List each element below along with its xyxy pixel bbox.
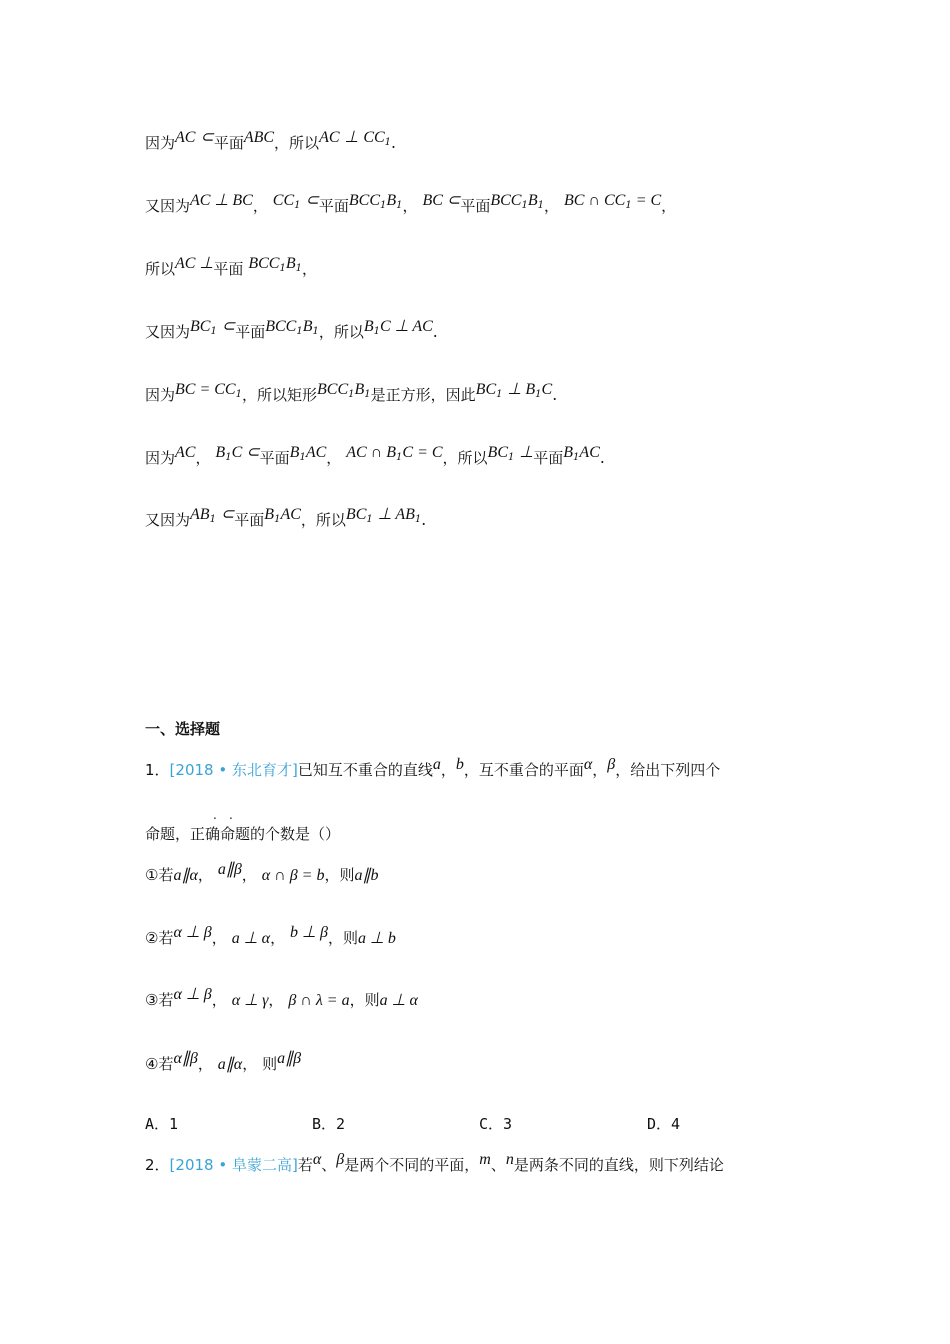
text: 是两条不同的直线，则下列结论 [513, 1156, 724, 1174]
text: 所以 [145, 260, 176, 278]
math: a ⊥ b [357, 930, 396, 947]
math: B [563, 444, 574, 461]
text: ， [211, 991, 227, 1009]
math: BC [345, 506, 367, 523]
math: BC [487, 444, 508, 461]
math: AC ⊥ BC [190, 192, 253, 209]
math: α ⊥ β [173, 986, 212, 1003]
option-b: B．2 [312, 1115, 346, 1133]
math: b ⊥ β [290, 924, 328, 941]
statement-number: ② [145, 929, 159, 947]
text: . [599, 449, 605, 467]
math: b [455, 756, 464, 773]
text: 又因为 [145, 511, 191, 529]
subscript: 1 [210, 326, 217, 337]
text: 平面 [460, 197, 491, 215]
math: B [264, 506, 275, 523]
subscript: 1 [573, 452, 580, 463]
math: ⊂ [200, 129, 214, 146]
text: ， [661, 197, 677, 215]
subscript: 1 [279, 263, 286, 274]
math: B [302, 318, 313, 335]
math: ⊥ [344, 129, 359, 146]
emphasis-dot: . [229, 808, 233, 822]
subscript: 1 [521, 200, 528, 211]
subscript: 1 [535, 389, 542, 400]
text: 因为 [145, 134, 176, 152]
math: AC ∩ B [346, 444, 397, 461]
text: ，所以 [442, 449, 488, 467]
proof-line-5 [145, 381, 558, 411]
subscript: 1 [373, 326, 381, 337]
math: BC [475, 381, 497, 398]
subscript: 1 [537, 200, 545, 211]
subscript: 1 [496, 389, 503, 400]
proof-line-4 [145, 318, 438, 348]
math: C = C [402, 444, 443, 461]
math: BCC [317, 381, 349, 398]
math: BC ∩ CC [563, 192, 626, 209]
math: a∥α [173, 867, 198, 884]
text: ， [302, 260, 318, 278]
text: 若 [297, 1156, 313, 1174]
proof-line-2 [145, 192, 677, 222]
statement-number: ④ [145, 1055, 159, 1073]
text: . [391, 134, 396, 152]
proof-line-3 [145, 255, 318, 285]
math: BC [190, 318, 211, 335]
text: . [552, 386, 558, 404]
text: 又因为 [145, 197, 191, 215]
subscript: 1 [396, 200, 403, 211]
math: n [505, 1151, 514, 1168]
math: ⊥ AB [377, 506, 415, 523]
math: C ⊂ [231, 444, 260, 461]
text: 、 [490, 1156, 506, 1174]
text: 则 [364, 991, 380, 1009]
subscript: 1 [348, 389, 355, 400]
proof-line-1 [145, 129, 396, 159]
text: 平面 [533, 449, 564, 467]
text: ，所以 [318, 323, 364, 341]
subscript: 1 [396, 452, 403, 463]
statement-number: ③ [145, 991, 159, 1009]
text: . [421, 511, 427, 529]
text: ，互不重合的平面 [463, 761, 584, 779]
subscript: 1 [508, 452, 515, 463]
text: ， [197, 866, 213, 884]
math: α [312, 1151, 322, 1168]
math: a ⊥ α [379, 992, 418, 1009]
math: = C [631, 192, 662, 209]
subscript: 1 [235, 389, 242, 400]
math: β [607, 756, 616, 773]
math: AC [175, 444, 196, 461]
question-number: 2． [145, 1156, 170, 1174]
text: 则 [262, 1055, 278, 1073]
subscript: 1 [296, 326, 303, 337]
math: BCC [248, 255, 280, 272]
subscript: 1 [384, 137, 392, 148]
math: C [541, 381, 553, 398]
text: ， [324, 866, 340, 884]
emphasis-dot: . [213, 808, 217, 822]
text: 已知互不重合的直线 [297, 761, 433, 779]
statement-3 [145, 986, 418, 1011]
math: AC ⊥ [175, 255, 214, 272]
text: 若 [158, 929, 174, 947]
text: 、 [321, 1156, 337, 1174]
statement-2 [145, 924, 396, 949]
text: 平面 [213, 260, 244, 278]
text: ， [252, 197, 268, 215]
math: AC [305, 444, 327, 461]
text: ，所以 [274, 134, 320, 152]
text: ，给出下列四个 [615, 761, 721, 779]
math: a [432, 756, 441, 773]
text: ， [197, 1055, 213, 1073]
subscript: 1 [225, 452, 232, 463]
text: ， [592, 761, 608, 779]
text: 是两个不同的平面， [344, 1156, 480, 1174]
math: a∥α [217, 1056, 243, 1073]
math: BCC [348, 192, 380, 209]
text: 若 [158, 991, 174, 1009]
math: β ∩ λ = a [288, 992, 350, 1009]
math: BC = CC [175, 381, 236, 398]
math: AC [319, 129, 340, 146]
text: ，所以矩形 [241, 386, 317, 404]
subscript: 1 [274, 514, 281, 525]
math: a ⊥ α [231, 930, 271, 947]
text: 平面 [235, 323, 266, 341]
text: 平面 [234, 511, 265, 529]
math: AC [280, 506, 301, 523]
math: B [289, 444, 300, 461]
subscript: 1 [294, 200, 301, 211]
text: ， [327, 929, 343, 947]
subscript: 1 [625, 200, 632, 211]
statement-4 [145, 1050, 302, 1075]
subscript: 1 [380, 200, 387, 211]
subscript: 1 [366, 514, 373, 525]
subscript: 1 [209, 514, 216, 525]
text: ， [402, 197, 418, 215]
question-number: 1． [145, 761, 170, 779]
text: 平面 [318, 197, 349, 215]
question-1-stem [145, 756, 721, 781]
math: α ∩ β = b [261, 867, 325, 884]
math: a∥β [217, 861, 242, 878]
math: B [363, 318, 374, 335]
subscript: 1 [414, 514, 422, 525]
option-a: A．1 [145, 1115, 179, 1133]
math: a∥b [354, 867, 379, 884]
statement-1 [145, 861, 379, 886]
text: ，所以 [300, 511, 346, 529]
text: 若 [158, 866, 174, 884]
text: . [432, 323, 438, 341]
text: ， [349, 991, 365, 1009]
proof-line-7 [145, 506, 427, 536]
text: ， [440, 761, 456, 779]
math: AC [579, 444, 600, 461]
math: BCC [490, 192, 522, 209]
text: ， [268, 991, 284, 1009]
text: ， [544, 197, 560, 215]
math: C ⊥ AC [380, 318, 433, 335]
text: 又因为 [145, 323, 191, 341]
text: ， [270, 929, 286, 947]
subscript: 1 [364, 389, 371, 400]
text: ， [241, 866, 257, 884]
math: CC [363, 129, 385, 146]
option-c: C．3 [479, 1115, 513, 1133]
text: ， [242, 1055, 258, 1073]
math: B [354, 381, 365, 398]
math: α [583, 756, 593, 773]
text: 因为 [145, 449, 176, 467]
text: ， [326, 449, 342, 467]
math: B [386, 192, 397, 209]
math: CC [272, 192, 295, 209]
math: a∥β [277, 1050, 302, 1067]
math: BCC [265, 318, 297, 335]
question-1-stem-cont: 命题，正确命题的个数是（） [145, 825, 341, 843]
math: BC ⊂ [422, 192, 461, 209]
math: α∥β [173, 1050, 198, 1067]
math: β [336, 1151, 345, 1168]
math: ⊂ [220, 506, 235, 523]
text: 平面 [213, 134, 244, 152]
text: ， [211, 929, 227, 947]
text: ， [195, 449, 211, 467]
math: B [285, 255, 296, 272]
math: α ⊥ β [173, 924, 212, 941]
subscript: 1 [312, 326, 319, 337]
question-source: [2018 • 阜蒙二高] [169, 1156, 298, 1174]
math: AB [190, 506, 210, 523]
proof-line-6 [145, 444, 605, 474]
subscript: 1 [295, 263, 303, 274]
math: B [215, 444, 226, 461]
math: α ⊥ γ [231, 992, 269, 1009]
question-source: [2018 • 东北育才] [169, 761, 298, 779]
section-title: 一、选择题 [145, 720, 221, 738]
text: 是正方形，因此 [370, 386, 476, 404]
text: 则 [339, 866, 355, 884]
math: B [527, 192, 538, 209]
question-2-stem [145, 1151, 724, 1176]
math: ⊂ [221, 318, 236, 335]
text: 平面 [259, 449, 290, 467]
math: ⊥ [519, 444, 534, 461]
text: 则 [342, 929, 358, 947]
math: ⊥ B [507, 381, 536, 398]
math: m [479, 1151, 491, 1168]
option-d: D．4 [647, 1115, 681, 1133]
math: ⊂ [305, 192, 319, 209]
statement-number: ① [145, 866, 159, 884]
text: 因为 [145, 386, 176, 404]
math: ABC [243, 129, 275, 146]
subscript: 1 [299, 452, 306, 463]
text: 若 [158, 1055, 174, 1073]
math: AC [175, 129, 196, 146]
